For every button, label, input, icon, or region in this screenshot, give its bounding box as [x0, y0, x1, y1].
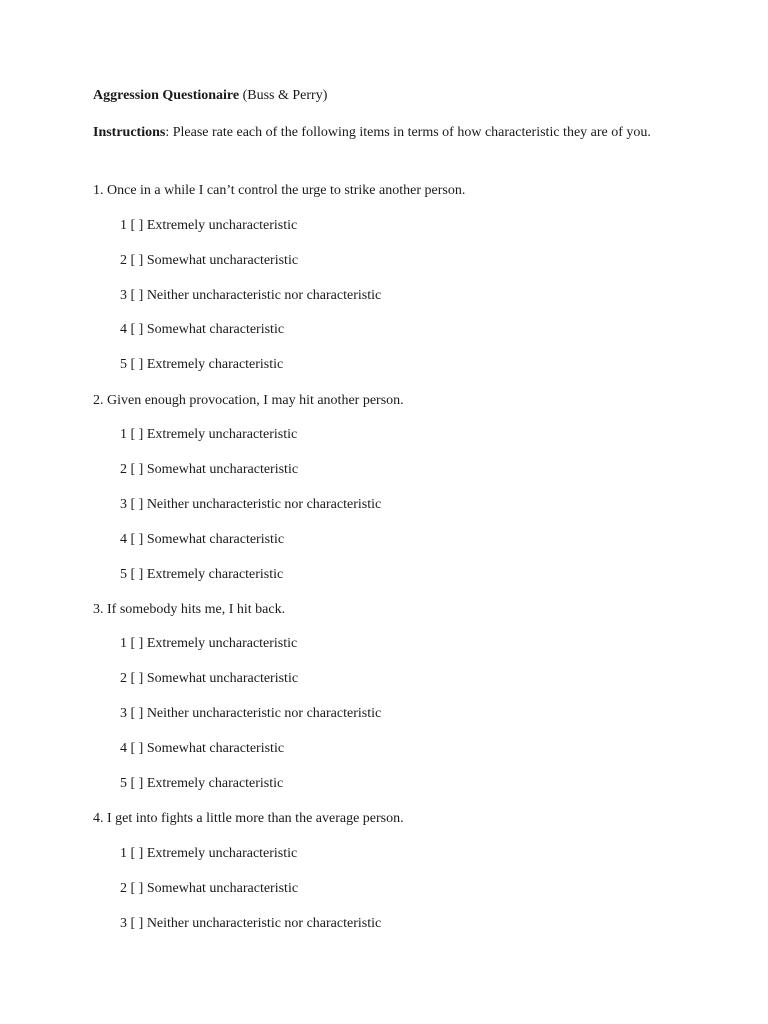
question-2-option-1[interactable]: 1 [ ] Extremely uncharacteristic: [120, 427, 298, 442]
question-2: 2. Given enough provocation, I may hit another person.: [93, 393, 404, 408]
question-2-option-5[interactable]: 5 [ ] Extremely characteristic: [120, 567, 284, 582]
title-main: Aggression Questionaire: [93, 88, 240, 103]
question-3-option-3[interactable]: 3 [ ] Neither uncharacteristic nor characteristic: [120, 706, 382, 721]
instructions-label: Instructions: [93, 125, 166, 140]
question-1-option-2[interactable]: 2 [ ] Somewhat uncharacteristic: [120, 253, 299, 268]
question-4-option-3[interactable]: 3 [ ] Neither uncharacteristic nor characteristic: [120, 916, 382, 931]
document-title: [93, 86, 327, 106]
question-4-option-2[interactable]: 2 [ ] Somewhat uncharacteristic: [120, 881, 299, 896]
question-2-option-3[interactable]: 3 [ ] Neither uncharacteristic nor characteristic: [120, 497, 382, 512]
question-1: 1. Once in a while I can’t control the urge to strike another person.: [93, 183, 466, 198]
instructions-text: : Please rate each of the following items in terms of how characteristic they are of you.: [165, 125, 651, 140]
question-2-option-4[interactable]: 4 [ ] Somewhat characteristic: [120, 532, 285, 547]
title-authors: (Buss & Perry): [242, 88, 328, 103]
question-3-option-1[interactable]: 1 [ ] Extremely uncharacteristic: [120, 636, 298, 651]
question-3: 3. If somebody hits me, I hit back.: [93, 602, 286, 617]
question-1-option-4[interactable]: 4 [ ] Somewhat characteristic: [120, 322, 285, 337]
question-1-option-3[interactable]: 3 [ ] Neither uncharacteristic nor characteristic: [120, 288, 382, 303]
question-1-option-1[interactable]: 1 [ ] Extremely uncharacteristic: [120, 218, 298, 233]
question-1-option-5[interactable]: 5 [ ] Extremely characteristic: [120, 357, 284, 372]
question-3-option-4[interactable]: 4 [ ] Somewhat characteristic: [120, 741, 285, 756]
question-3-option-2[interactable]: 2 [ ] Somewhat uncharacteristic: [120, 671, 299, 686]
question-4: 4. I get into fights a little more than the average person.: [93, 811, 404, 826]
question-4-option-1[interactable]: 1 [ ] Extremely uncharacteristic: [120, 846, 298, 861]
question-3-option-5[interactable]: 5 [ ] Extremely characteristic: [120, 776, 284, 791]
question-2-option-2[interactable]: 2 [ ] Somewhat uncharacteristic: [120, 462, 299, 477]
instructions-paragraph: [93, 120, 683, 146]
